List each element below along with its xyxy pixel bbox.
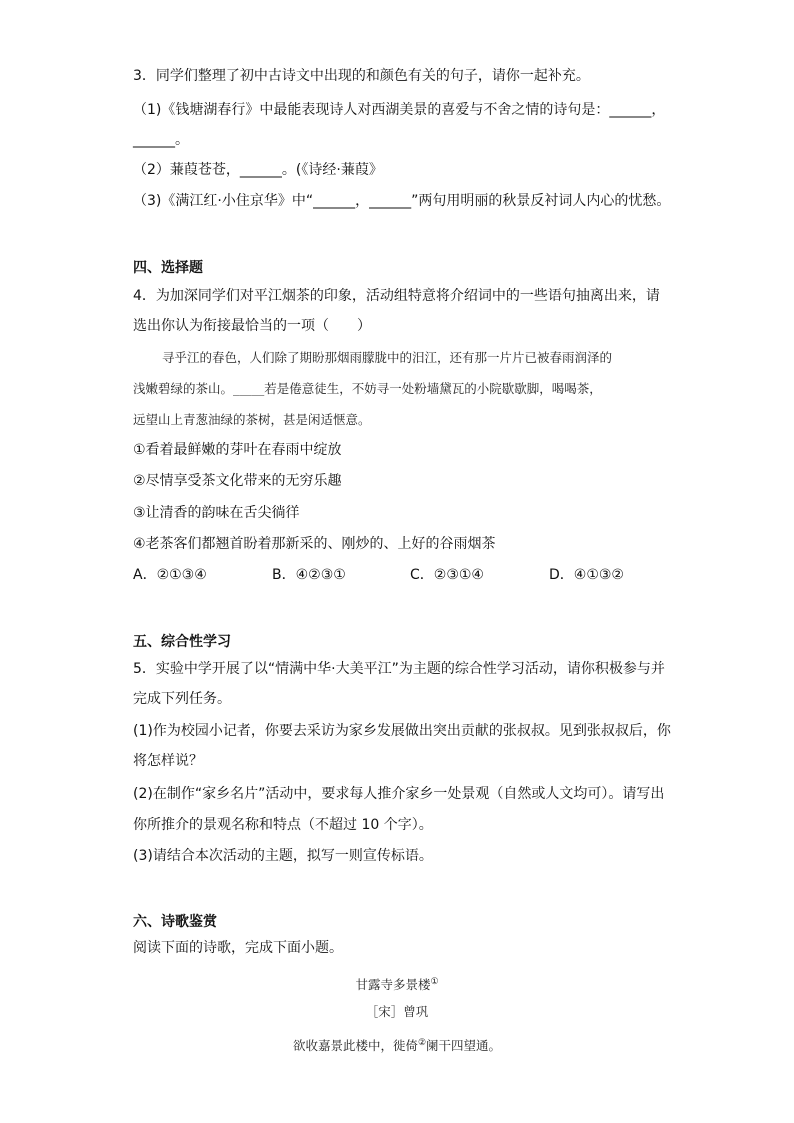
q5-stem-line1: 5．实验中学开展了以“情满中华·大美平江”为主题的综合性学习活动，请你积极参与并 bbox=[133, 661, 665, 677]
q4-item-3: ③让清香的韵味在舌尖徜徉 bbox=[133, 505, 300, 521]
poem-line-1-part1: 欲收嘉景此楼中，徙倚 bbox=[292, 1038, 418, 1054]
q5-task2-line2: 你所推介的景观名称和特点（不超过 10 个字）。 bbox=[133, 817, 433, 833]
poem-title bbox=[0, 972, 794, 995]
q5-task1-line2: 将怎样说？ bbox=[133, 753, 203, 769]
poem-line-1-part2: 阑干四望通。 bbox=[426, 1038, 502, 1054]
poem-author: ［宋］曾巩 bbox=[365, 1004, 429, 1019]
q3-sub1-line1: （1)《钱塘湖春行》中最能表现诗人对西湖美景的喜爱与不舍之情的诗句是：______， bbox=[133, 102, 666, 118]
q4-item-1: ①看着最鲜嫩的芽叶在春雨中绽放 bbox=[133, 442, 342, 458]
q3-sub3: （3)《满江红·小住京华》中“______，______”两句用明丽的秋景反衬词人内心的忧愁。 bbox=[133, 193, 671, 209]
q4-option-a: A．②①③④ bbox=[133, 567, 207, 583]
q5-stem-line2: 完成下列任务。 bbox=[133, 691, 231, 707]
poem-line-1-footnote-mark: ② bbox=[417, 1038, 427, 1048]
q4-option-b: B．④②③① bbox=[272, 567, 346, 583]
section-6-intro: 阅读下面的诗歌，完成下面小题。 bbox=[133, 940, 343, 956]
q5-task3: (3)请结合本次活动的主题，拟写一则宣传标语。 bbox=[133, 848, 433, 864]
q4-option-c: C．②③①④ bbox=[410, 567, 484, 583]
poem-title-text: 甘露寺多景楼 bbox=[355, 977, 431, 993]
section-5-heading: 五、综合性学习 bbox=[133, 634, 231, 650]
q5-task1-line1: (1)作为校园小记者，你要去采访为家乡发展做出突出贡献的张叔叔。见到张叔叔后，你 bbox=[133, 723, 671, 739]
q3-sub1-line2: ______。 bbox=[133, 132, 189, 148]
q4-stem-line2: 选出你认为衔接最恰当的一项（ ） bbox=[133, 318, 371, 334]
q5-task2-line1: (2)在制作“家乡名片”活动中，要求每人推介家乡一处景观（自然或人文均可）。请写出 bbox=[133, 786, 665, 802]
poem-line-1 bbox=[0, 1033, 794, 1056]
q4-passage-line1: 寻乎江的春色，人们除了期盼那烟雨朦胧中的汨江，还有那一片片已被春雨润泽的 bbox=[162, 350, 613, 365]
q4-passage-line3: 远望山上青葱油绿的茶树，甚是闲适惬意。 bbox=[133, 412, 371, 427]
poem-title-footnote-mark: ① bbox=[430, 977, 439, 987]
section-6-heading: 六、诗歌鉴赏 bbox=[133, 914, 217, 930]
q4-stem-line1: 4．为加深同学们对平江烟茶的印象，活动组特意将介绍词中的一些语句抽离出来，请 bbox=[133, 288, 660, 304]
q4-item-2: ②尽情享受茶文化带来的无穷乐趣 bbox=[133, 473, 342, 489]
q3-sub2: （2）蒹葭苍苍，______。(《诗经·蒹葭》 bbox=[133, 162, 383, 178]
q4-item-4: ④老茶客们都翘首盼着那新采的、刚炒的、上好的谷雨烟茶 bbox=[133, 536, 496, 552]
q4-option-d: D．④①③② bbox=[549, 567, 624, 583]
q3-stem: 3．同学们整理了初中古诗文中出现的和颜色有关的句子，请你一起补充。 bbox=[133, 68, 590, 84]
section-4-heading: 四、选择题 bbox=[133, 260, 203, 276]
q4-passage-line2: 浅嫩碧绿的茶山。_____若是倦意徒生，不妨寻一处粉墙黛瓦的小院歇歇脚，喝喝茶， bbox=[133, 381, 602, 396]
